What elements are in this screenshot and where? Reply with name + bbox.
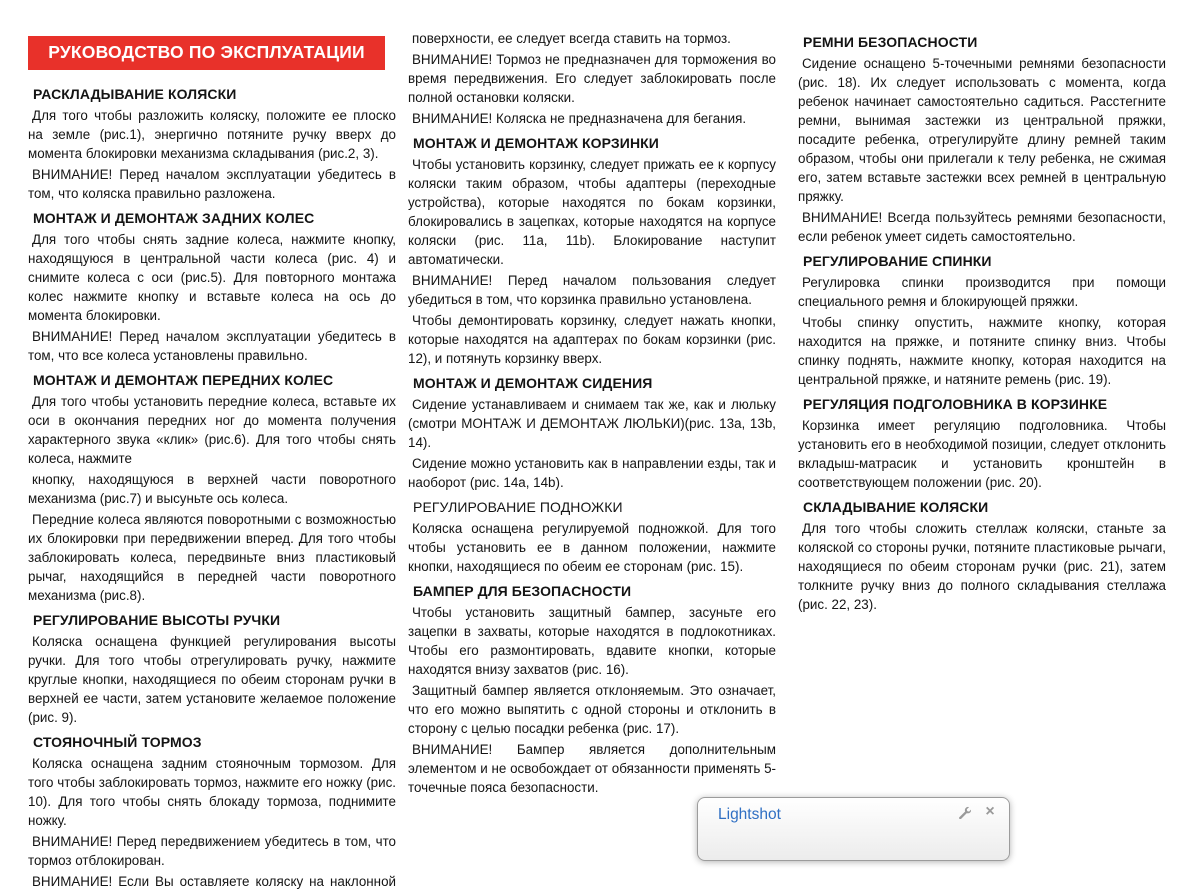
section-footrest (408, 498, 776, 576)
section-heading: РАСКЛАДЫВАНИЕ КОЛЯСКИ (33, 86, 237, 102)
paragraph: ВНИМАНИЕ! Тормоз не предназначен для торможения во время передвижения. Его следует заблокировать после полной остановки коляски. (408, 52, 776, 105)
column-2 (408, 27, 776, 822)
section-bumper (408, 582, 776, 797)
page-title: РУКОВОДСТВО ПО ЭКСПЛУАТАЦИИ (28, 36, 385, 70)
paragraph: Для того чтобы разложить коляску, положите ее плоско на земле (рис.1), энергично потяните ручку вверх до момента блокировки механизма складывания (рис.2, 3). (28, 108, 396, 161)
section-heading: МОНТАЖ И ДЕМОНТАЖ КОРЗИНКИ (413, 135, 659, 151)
paragraph: Корзинка имеет регуляцию подголовника. Чтобы установить его в необходимой позиции, следует отклонить вкладыш-матрасик и установить кронштейн в соответствующем положении (рис. 20). (798, 418, 1166, 490)
paragraph: поверхности, ее следует всегда ставить на тормоз. (412, 31, 731, 46)
paragraph: кнопку, находящуюся в верхней части поворотного механизма (рис.7) и высуньте ось колеса. (28, 472, 396, 506)
section-unfolding (28, 85, 396, 203)
paragraph: Чтобы установить корзинку, следует прижать ее к корпусу коляски таким образом, чтобы адаптеры (переходные устройства), которые находятся по бокам корзинки, блокировались в зацепках, которые находятся на корпусе коляски (рис. 11a, 11b). Блокирование наступит автоматически. (408, 157, 776, 267)
section-heading: СТОЯНОЧНЫЙ ТОРМОЗ (33, 734, 202, 750)
paragraph: Коляска оснащена регулируемой подножкой. Для того чтобы установить ее в данном положении, нажмите кнопки, находящиеся по обеим ее сторонам (рис. 15). (408, 521, 776, 574)
paragraph: Сидение устанавливаем и снимаем так же, как и люльку (смотри МОНТАЖ И ДЕМОНТАЖ ЛЮЛЬКИ)(рис. 13a, 13b, 14). (408, 397, 776, 450)
lightshot-window (697, 797, 1010, 861)
lightshot-title: Lightshot (718, 806, 781, 823)
section-heading: РЕМНИ БЕЗОПАСНОСТИ (803, 34, 978, 50)
column-3 (798, 27, 1166, 822)
section-rear-wheels (28, 209, 396, 365)
section-heading: РЕГУЛЯЦИЯ ПОДГОЛОВНИКА В КОРЗИНКЕ (803, 396, 1108, 412)
section-front-wheels (28, 371, 396, 605)
paragraph: Сидение оснащено 5-точечными ремнями безопасности (рис. 18). Их следует использовать с момента, когда ребенок начинает самостоятельно садиться. Расстегните ремни, вынимая застежки из центральной пряжки, посадите ребенка, отрегулируйте длину ремней таким образом, чтобы они прилегали к телу ребенка, не сжимая его, затем вставьте застежки всех ремней в центральную пряжку. (798, 56, 1166, 204)
section-seat-belts (798, 33, 1166, 246)
section-seat (408, 374, 776, 492)
section-backrest (798, 252, 1166, 389)
section-basket (408, 134, 776, 368)
paragraph: ВНИМАНИЕ! Бампер является дополнительным элементом и не освобождает от обязанности применять 5-точечные пояса безопасности. (408, 742, 776, 795)
lightshot-controls (956, 804, 998, 820)
section-parking-brake (28, 733, 396, 891)
paragraph: ВНИМАНИЕ! Если Вы оставляете коляску на наклонной (32, 874, 396, 889)
paragraph: Передние колеса являются поворотными с возможностью их блокировки при передвижении вперед. Для того чтобы заблокировать колеса, передвиньте вниз пластиковый рычаг, находящийся в передней части поворотного механизма (рис.8). (28, 512, 396, 603)
paragraph: Регулировка спинки производится при помощи специального ремня и блокирующей пряжки. (798, 275, 1166, 309)
paragraph: Для того чтобы сложить стеллаж коляски, станьте за коляской со стороны ручки, потяните пластиковые рычаги, находящиеся по обеим сторонам ручки (рис. 21), затем толкните ручку вниз до полного складывания стеллажа (рис. 22, 23). (798, 521, 1166, 612)
section-heading: СКЛАДЫВАНИЕ КОЛЯСКИ (803, 499, 989, 515)
paragraph: Коляска оснащена задним стояночным тормозом. Для того чтобы заблокировать тормоз, нажмите его ножку (рис. 10). Для того чтобы снять блокаду тормоза, поднимите ножку. (28, 756, 396, 828)
paragraph: Коляска оснащена функцией регулирования высоты ручки. Для того чтобы отрегулировать ручку, нажмите круглые кнопки, находящиеся по обеим сторонам ручки в верхней ее части, затем установите желаемое положение (рис. 9). (28, 634, 396, 725)
section-heading: МОНТАЖ И ДЕМОНТАЖ ПЕРЕДНИХ КОЛЕС (33, 372, 334, 388)
paragraph: Чтобы демонтировать корзинку, следует нажать кнопки, которые находятся на адаптерах по бокам корзинки (рис. 12), и потянуть корзинку вверх. (408, 313, 776, 366)
column-1 (28, 27, 396, 889)
section-heading: РЕГУЛИРОВАНИЕ СПИНКИ (803, 253, 992, 269)
section-heading: БАМПЕР ДЛЯ БЕЗОПАСНОСТИ (413, 583, 632, 599)
section-heading: МОНТАЖ И ДЕМОНТАЖ СИДЕНИЯ (413, 375, 653, 391)
section-heading: МОНТАЖ И ДЕМОНТАЖ ЗАДНИХ КОЛЕС (33, 210, 315, 226)
paragraph: Для того чтобы снять задние колеса, нажмите кнопку, находящуюся в центральной части колеса (рис. 4) и снимите колеса с оси (рис.5). Для повторного монтажа колес нажмите кнопку и вставьте колеса на ось до момента блокировки. (28, 232, 396, 323)
paragraph: Сидение можно установить как в направлении езды, так и наоборот (рис. 14a, 14b). (408, 456, 776, 490)
section-folding (798, 498, 1166, 614)
section-handle-height (28, 611, 396, 727)
paragraph: ВНИМАНИЕ! Перед началом эксплуатации убедитесь в том, что коляска правильно разложена. (28, 167, 396, 201)
paragraph: ВНИМАНИЕ! Всегда пользуйтесь ремнями безопасности, если ребенок умеет сидеть самостоятельно. (798, 210, 1166, 244)
paragraph: Чтобы установить защитный бампер, засуньте его зацепки в захваты, которые находятся в подлокотниках. Чтобы его размонтировать, вдавите кнопки, которые находятся внизу захватов (рис. 16). (408, 605, 776, 677)
paragraph: ВНИМАНИЕ! Перед передвижением убедитесь в том, что тормоз отблокирован. (28, 834, 396, 868)
section-brake-continuation (408, 29, 776, 128)
paragraph: ВНИМАНИЕ! Коляска не предназначена для бегания. (412, 111, 747, 126)
wrench-icon[interactable] (956, 804, 972, 820)
paragraph: ВНИМАНИЕ! Перед началом пользования следует убедиться в том, что корзинка правильно установлена. (408, 273, 776, 307)
paragraph: Защитный бампер является отклоняемым. Это означает, что его можно выпятить с одной стороны и отклонить в сторону с целью посадки ребенка (рис. 17). (408, 683, 776, 736)
section-heading: РЕГУЛИРОВАНИЕ ПОДНОЖКИ (413, 499, 623, 515)
paragraph: Чтобы спинку опустить, нажмите кнопку, которая находится на пряжке, и потяните спинку вниз. Чтобы спинку поднять, нажмите кнопку, которая находится на центральной пряжке, и натяните ремень (рис. 19). (798, 315, 1166, 387)
section-heading: РЕГУЛИРОВАНИЕ ВЫСОТЫ РУЧКИ (33, 612, 281, 628)
section-headrest (798, 395, 1166, 492)
paragraph: Для того чтобы установить передние колеса, вставьте их оси в окончания передних ног до момента получения характерного звука «клик» (рис.6). Для того чтобы снять колеса, нажмите (28, 394, 396, 466)
close-icon[interactable]: × (982, 804, 998, 820)
paragraph: ВНИМАНИЕ! Перед началом эксплуатации убедитесь в том, что все колеса установлены правильно. (28, 329, 396, 363)
